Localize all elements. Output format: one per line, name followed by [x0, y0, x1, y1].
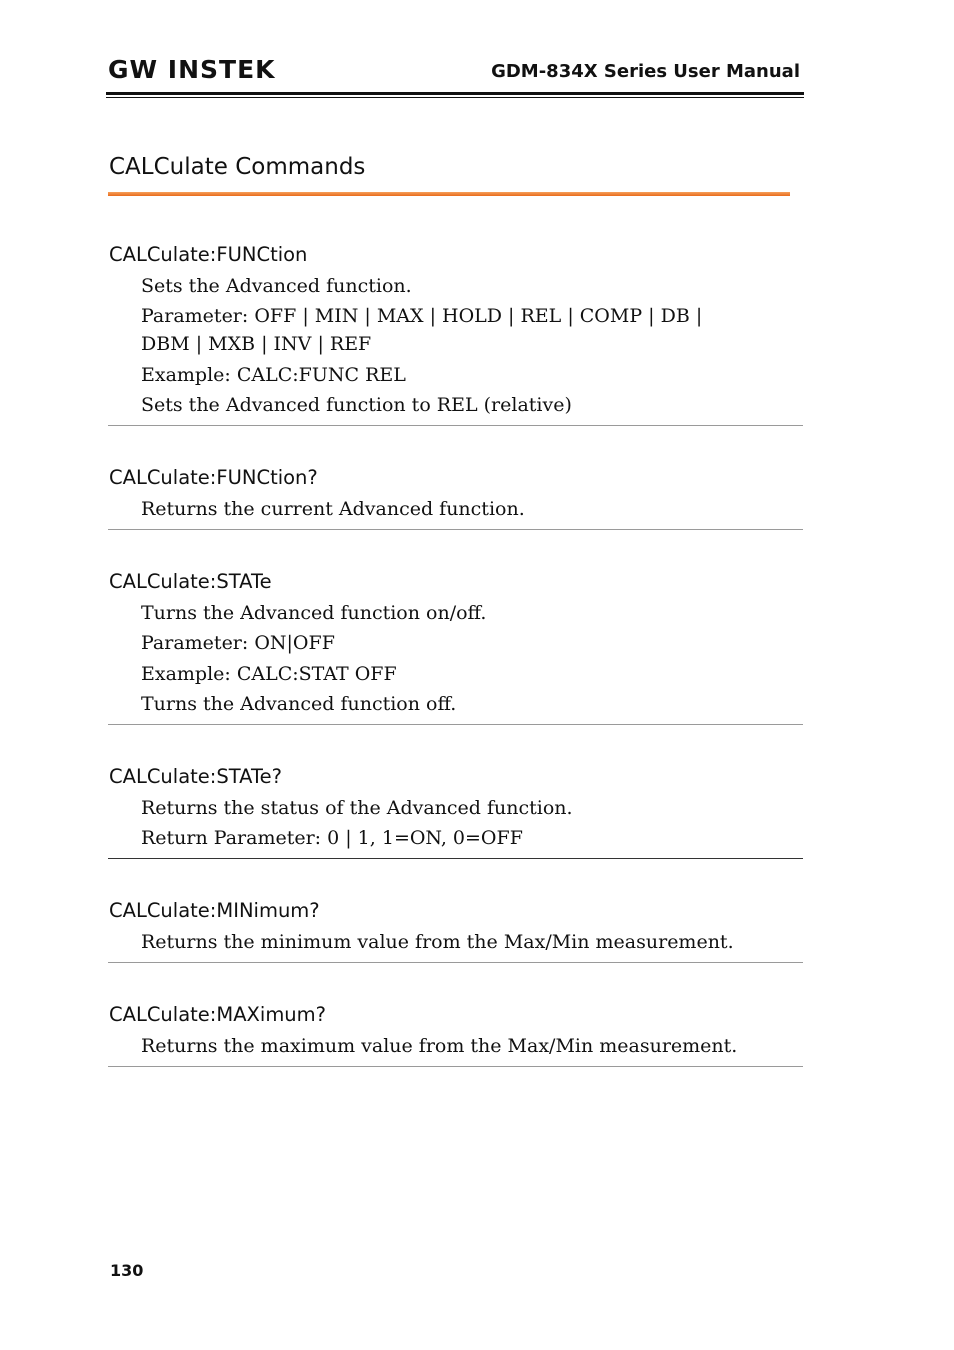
- command-line: Sets the Advanced function to REL (relative): [141, 394, 572, 416]
- divider: [108, 962, 803, 963]
- command-line: Returns the current Advanced function.: [141, 498, 525, 520]
- command-line: Parameter: ON|OFF: [141, 632, 335, 654]
- command-line: Return Parameter: 0 | 1, 1=ON, 0=OFF: [141, 827, 523, 849]
- divider: [108, 1066, 803, 1067]
- header-rule: [106, 92, 804, 95]
- command-line: Example: CALC:STAT OFF: [141, 663, 397, 685]
- divider: [108, 858, 803, 859]
- section-title: CALCulate Commands: [109, 154, 366, 180]
- command-line: Sets the Advanced function.: [141, 275, 412, 297]
- command-line: Turns the Advanced function off.: [141, 693, 457, 715]
- page-number: 130: [110, 1261, 144, 1280]
- command-name: CALCulate:MINimum?: [109, 899, 320, 922]
- command-line: Returns the minimum value from the Max/Min measurement.: [141, 931, 734, 953]
- section-rule: [108, 192, 790, 196]
- command-name: CALCulate:FUNCtion: [109, 243, 308, 266]
- header-rule-thin: [106, 97, 804, 98]
- brand-logo: GW INSTEK: [108, 55, 276, 84]
- command-line: Returns the status of the Advanced function.: [141, 797, 573, 819]
- command-line: Turns the Advanced function on/off.: [141, 602, 487, 624]
- command-line: Returns the maximum value from the Max/Min measurement.: [141, 1035, 738, 1057]
- command-name: CALCulate:STATe?: [109, 765, 282, 788]
- manual-title: GDM-834X Series User Manual: [491, 61, 800, 82]
- divider: [108, 529, 803, 530]
- command-line: DBM | MXB | INV | REF: [141, 333, 372, 355]
- command-name: CALCulate:MAXimum?: [109, 1003, 327, 1026]
- divider: [108, 425, 803, 426]
- command-line: Parameter: OFF | MIN | MAX | HOLD | REL | COMP | DB |: [141, 305, 703, 327]
- divider: [108, 724, 803, 725]
- command-line: Example: CALC:FUNC REL: [141, 364, 406, 386]
- command-name: CALCulate:STATe: [109, 570, 272, 593]
- command-name: CALCulate:FUNCtion?: [109, 466, 318, 489]
